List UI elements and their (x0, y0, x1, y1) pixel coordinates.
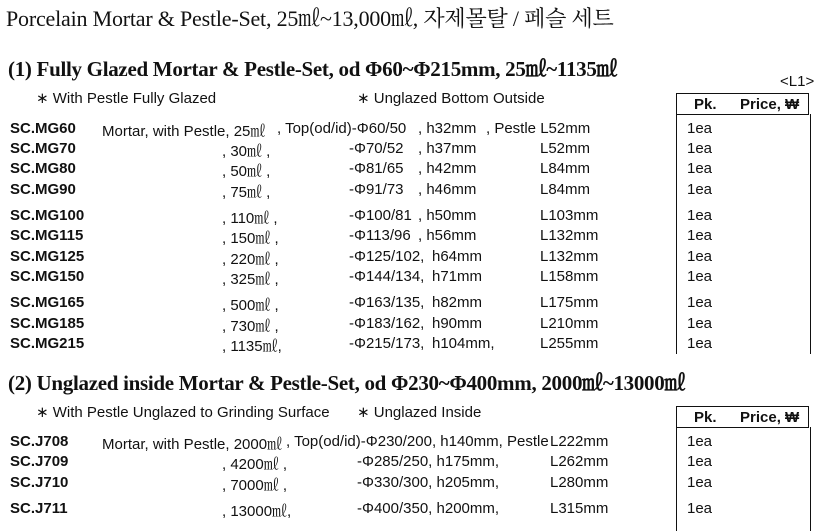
section-1-heading: (1) Fully Glazed Mortar & Pestle-Set, od Φ60~Φ215mm, 25㎖~1135㎖ (8, 57, 618, 81)
table-row-height: h90mm (432, 315, 483, 332)
section-1-table-header (676, 93, 809, 115)
column-header-price: Price, ₩ (740, 409, 800, 426)
table-row-pestle: L175mm (540, 294, 599, 311)
table-row-pk: 1ea (687, 248, 713, 265)
table-row-desc: , 150㎖ , (222, 230, 279, 247)
table-row-pestle: L132mm (540, 227, 599, 244)
table-row-code: SC.J710 (10, 474, 69, 491)
table-row-dim: , Top(od/id)-Φ60/50 (277, 120, 407, 137)
table-row-pk: 1ea (687, 120, 713, 137)
table-row-code: SC.MG215 (10, 335, 85, 352)
table-row-desc: , 13000㎖, (222, 503, 292, 520)
table-row-code: SC.MG100 (10, 207, 85, 224)
table-row-dim: -Φ125/102, (349, 248, 425, 265)
table-row-pestle: L132mm (540, 248, 599, 265)
table-row-dim: -Φ70/52 (349, 140, 404, 157)
table-row-desc: , 110㎖ , (222, 210, 278, 227)
section-2-note-left: ∗ With Pestle Unglazed to Grinding Surface (36, 404, 330, 421)
table-row-code: SC.MG165 (10, 294, 85, 311)
table-row-desc: Mortar, with Pestle, 25㎖ (102, 123, 266, 140)
table-row-dim: -Φ91/73 (349, 181, 404, 198)
table-row-code: SC.J708 (10, 433, 69, 450)
table-row-code: SC.MG150 (10, 268, 85, 285)
table-row-dim: -Φ330/300, h205mm, (357, 474, 500, 491)
table-row-pk: 1ea (687, 227, 713, 244)
table-row-pk: 1ea (687, 500, 713, 517)
table-row-desc: , 500㎖ , (222, 297, 279, 314)
table-row-height: , h46mm (418, 181, 477, 198)
table-row-dim: -Φ113/96 (349, 227, 411, 244)
table-row-desc: , 220㎖ , (222, 251, 279, 268)
table-row-pestle: L222mm (550, 433, 609, 450)
table-row-pestle: L280mm (550, 474, 609, 491)
table-row-dim: -Φ285/250, h175mm, (357, 453, 500, 470)
table-row-dim: -Φ144/134, (349, 268, 425, 285)
table-row-code: SC.MG80 (10, 160, 76, 177)
table-row-code: SC.MG60 (10, 120, 76, 137)
table-row-desc: , 730㎖ , (222, 318, 279, 335)
table-row-height: h64mm (432, 248, 483, 265)
column-header-pk: Pk. (694, 409, 717, 426)
table-row-dim: , Top(od/id)-Φ230/200, h140mm, Pestle (286, 433, 549, 450)
table-row-code: SC.MG70 (10, 140, 76, 157)
table-row-height: h71mm (432, 268, 483, 285)
table-row-pk: 1ea (687, 433, 713, 450)
section-1-note-right: ∗ Unglazed Bottom Outside (357, 90, 545, 107)
table-row-pk: 1ea (687, 181, 713, 198)
table-row-pestle: L210mm (540, 315, 599, 332)
table-row-desc: , 1135㎖, (222, 338, 282, 355)
page-title: Porcelain Mortar & Pestle-Set, 25㎖~13,000㎖, 자제몰탈 / 페슬 세트 (6, 6, 614, 31)
table-row-height: , h37mm (418, 140, 477, 157)
table-row-pestle: L52mm (540, 140, 591, 157)
table-row-pk: 1ea (687, 335, 713, 352)
table-row-desc: , 50㎖ , (222, 163, 271, 180)
table-row-dim: -Φ400/350, h200mm, (357, 500, 500, 517)
table-row-pestle: L84mm (540, 181, 591, 198)
table-row-desc: , 75㎖ , (222, 184, 271, 201)
table-row-pk: 1ea (687, 140, 713, 157)
section-2-heading: (2) Unglazed inside Mortar & Pestle-Set, od Φ230~Φ400mm, 2000㎖~13000㎖ (8, 371, 686, 395)
section-2-note-right: ∗ Unglazed Inside (357, 404, 482, 421)
table-row-dim: -Φ215/173, (349, 335, 425, 352)
table-row-desc: , 7000㎖ , (222, 477, 288, 494)
table-row-pestle: , Pestle L52mm (486, 120, 591, 137)
table-row-desc: Mortar, with Pestle, 2000㎖ (102, 436, 283, 453)
table-row-pk: 1ea (687, 315, 713, 332)
table-row-pk: 1ea (687, 294, 713, 311)
section-2-table-header (676, 406, 809, 428)
table-row-height: , h56mm (418, 227, 477, 244)
page-tag: <L1> (780, 73, 815, 90)
table-row-dim: -Φ163/135, (349, 294, 425, 311)
table-row-code: SC.J709 (10, 453, 69, 470)
table-row-pestle: L158mm (540, 268, 599, 285)
section-1-note-left: ∗ With Pestle Fully Glazed (36, 90, 217, 107)
table-row-pk: 1ea (687, 160, 713, 177)
table-row-height: , h50mm (418, 207, 477, 224)
table-row-dim: -Φ183/162, (349, 315, 425, 332)
table-row-height: h104mm, (432, 335, 495, 352)
table-row-code: SC.MG90 (10, 181, 76, 198)
table-row-pestle: L315mm (550, 500, 609, 517)
table-row-height: , h42mm (418, 160, 477, 177)
table-row-dim: -Φ81/65 (349, 160, 404, 177)
table-row-code: SC.MG185 (10, 315, 85, 332)
table-row-dim: -Φ100/81 (349, 207, 412, 224)
table-row-height: , h32mm (418, 120, 477, 137)
table-row-pk: 1ea (687, 268, 713, 285)
table-row-pk: 1ea (687, 207, 713, 224)
table-row-pestle: L262mm (550, 453, 609, 470)
table-row-desc: , 325㎖ , (222, 271, 279, 288)
column-header-pk: Pk. (694, 96, 717, 113)
table-row-height: h82mm (432, 294, 483, 311)
table-row-pestle: L103mm (540, 207, 599, 224)
table-row-pk: 1ea (687, 474, 713, 491)
table-row-code: SC.J711 (10, 500, 68, 517)
table-row-code: SC.MG115 (10, 227, 84, 244)
column-header-price: Price, ₩ (740, 96, 800, 113)
table-row-code: SC.MG125 (10, 248, 85, 265)
table-row-pestle: L255mm (540, 335, 599, 352)
table-row-desc: , 4200㎖ , (222, 456, 288, 473)
table-row-pk: 1ea (687, 453, 713, 470)
table-row-desc: , 30㎖ , (222, 143, 271, 160)
table-row-pestle: L84mm (540, 160, 591, 177)
